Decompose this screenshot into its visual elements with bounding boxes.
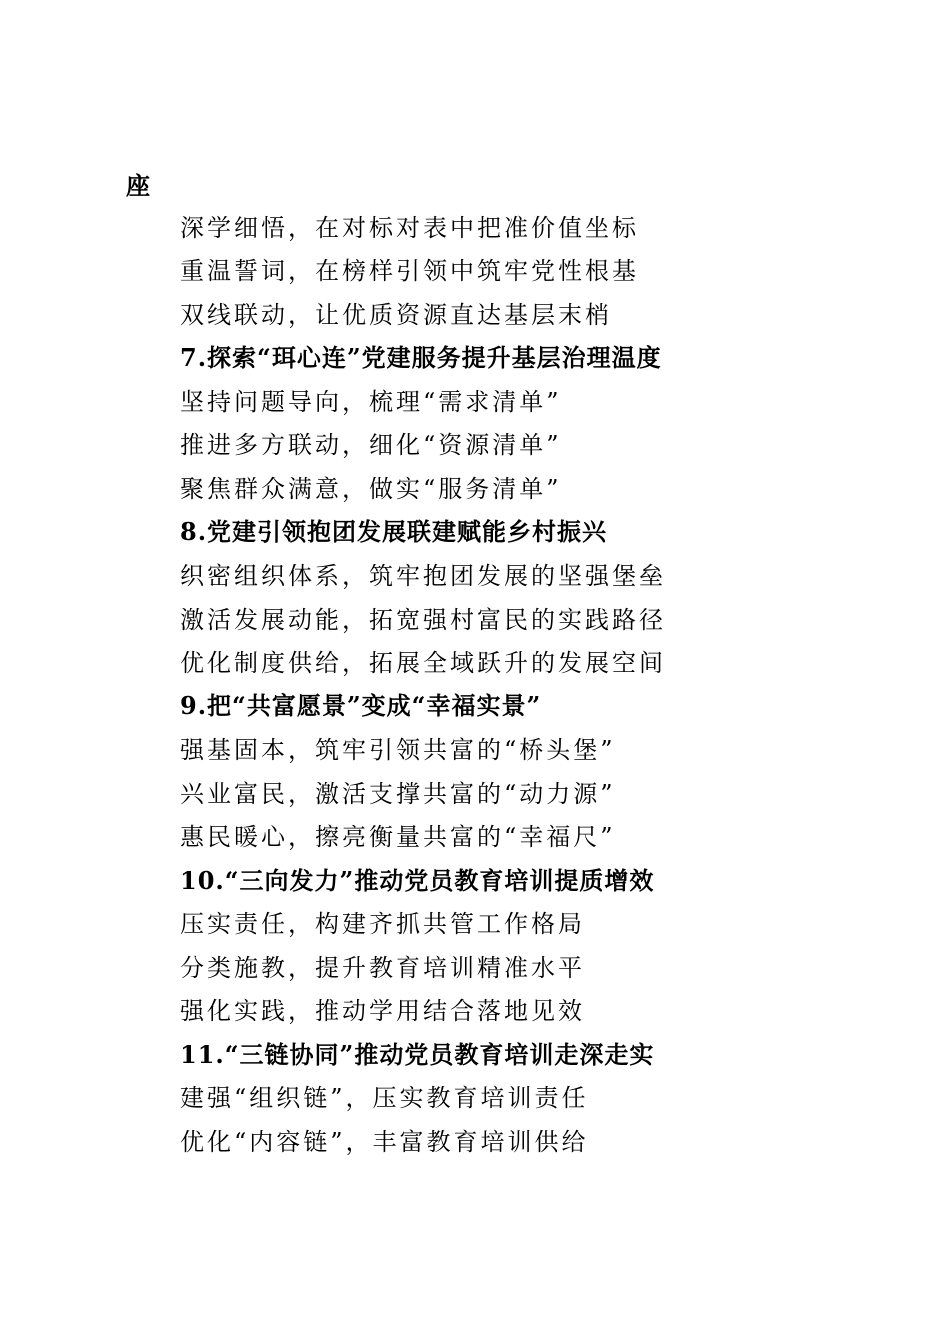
subpoint-line: 优化制度供给，拓展全域跃升的发展空间 xyxy=(180,649,666,677)
subpoint-line: 激活发展动能，拓宽强村富民的实践路径 xyxy=(180,606,666,634)
subpoint-line: 重温誓词，在榜样引领中筑牢党性根基 xyxy=(180,257,639,285)
subpoint-line: 推进多方联动，细化“资源清单” xyxy=(180,431,562,459)
section-heading-9: 9.把“共富愿景”变成“幸福实景” xyxy=(180,691,542,720)
subpoint-line: 兴业富民，激活支撑共富的“动力源” xyxy=(180,780,616,808)
subpoint-line: 双线联动，让优质资源直达基层末梢 xyxy=(180,301,612,329)
section-heading-8: 8.党建引领抱团发展联建赋能乡村振兴 xyxy=(180,517,608,546)
subpoint-line: 坚持问题导向，梳理“需求清单” xyxy=(180,388,562,416)
subpoint-line: 优化“内容链”，丰富教育培训供给 xyxy=(180,1128,589,1156)
section-heading-11: 11.“三链协同”推动党员教育培训走深走实 xyxy=(180,1040,655,1069)
subpoint-line: 织密组织体系，筑牢抱团发展的坚强堡垒 xyxy=(180,562,666,590)
subpoint-line: 强基固本，筑牢引领共富的“桥头堡” xyxy=(180,736,616,764)
section-heading-7: 7.探索“珥心连”党建服务提升基层治理温度 xyxy=(180,343,662,372)
subpoint-line: 深学细悟，在对标对表中把准价值坐标 xyxy=(180,214,639,242)
subpoint-line: 建强“组织链”，压实教育培训责任 xyxy=(180,1084,589,1112)
subpoint-line: 压实责任，构建齐抓共管工作格局 xyxy=(180,910,585,938)
subpoint-line: 分类施教，提升教育培训精准水平 xyxy=(180,954,585,982)
subpoint-line: 惠民暖心，擦亮衡量共富的“幸福尺” xyxy=(180,823,616,851)
section-heading-10: 10.“三向发力”推动党员教育培训提质增效 xyxy=(180,866,655,895)
heading-continuation: 座 xyxy=(126,171,151,200)
subpoint-line: 强化实践，推动学用结合落地见效 xyxy=(180,997,585,1025)
subpoint-line: 聚焦群众满意，做实“服务清单” xyxy=(180,475,562,503)
